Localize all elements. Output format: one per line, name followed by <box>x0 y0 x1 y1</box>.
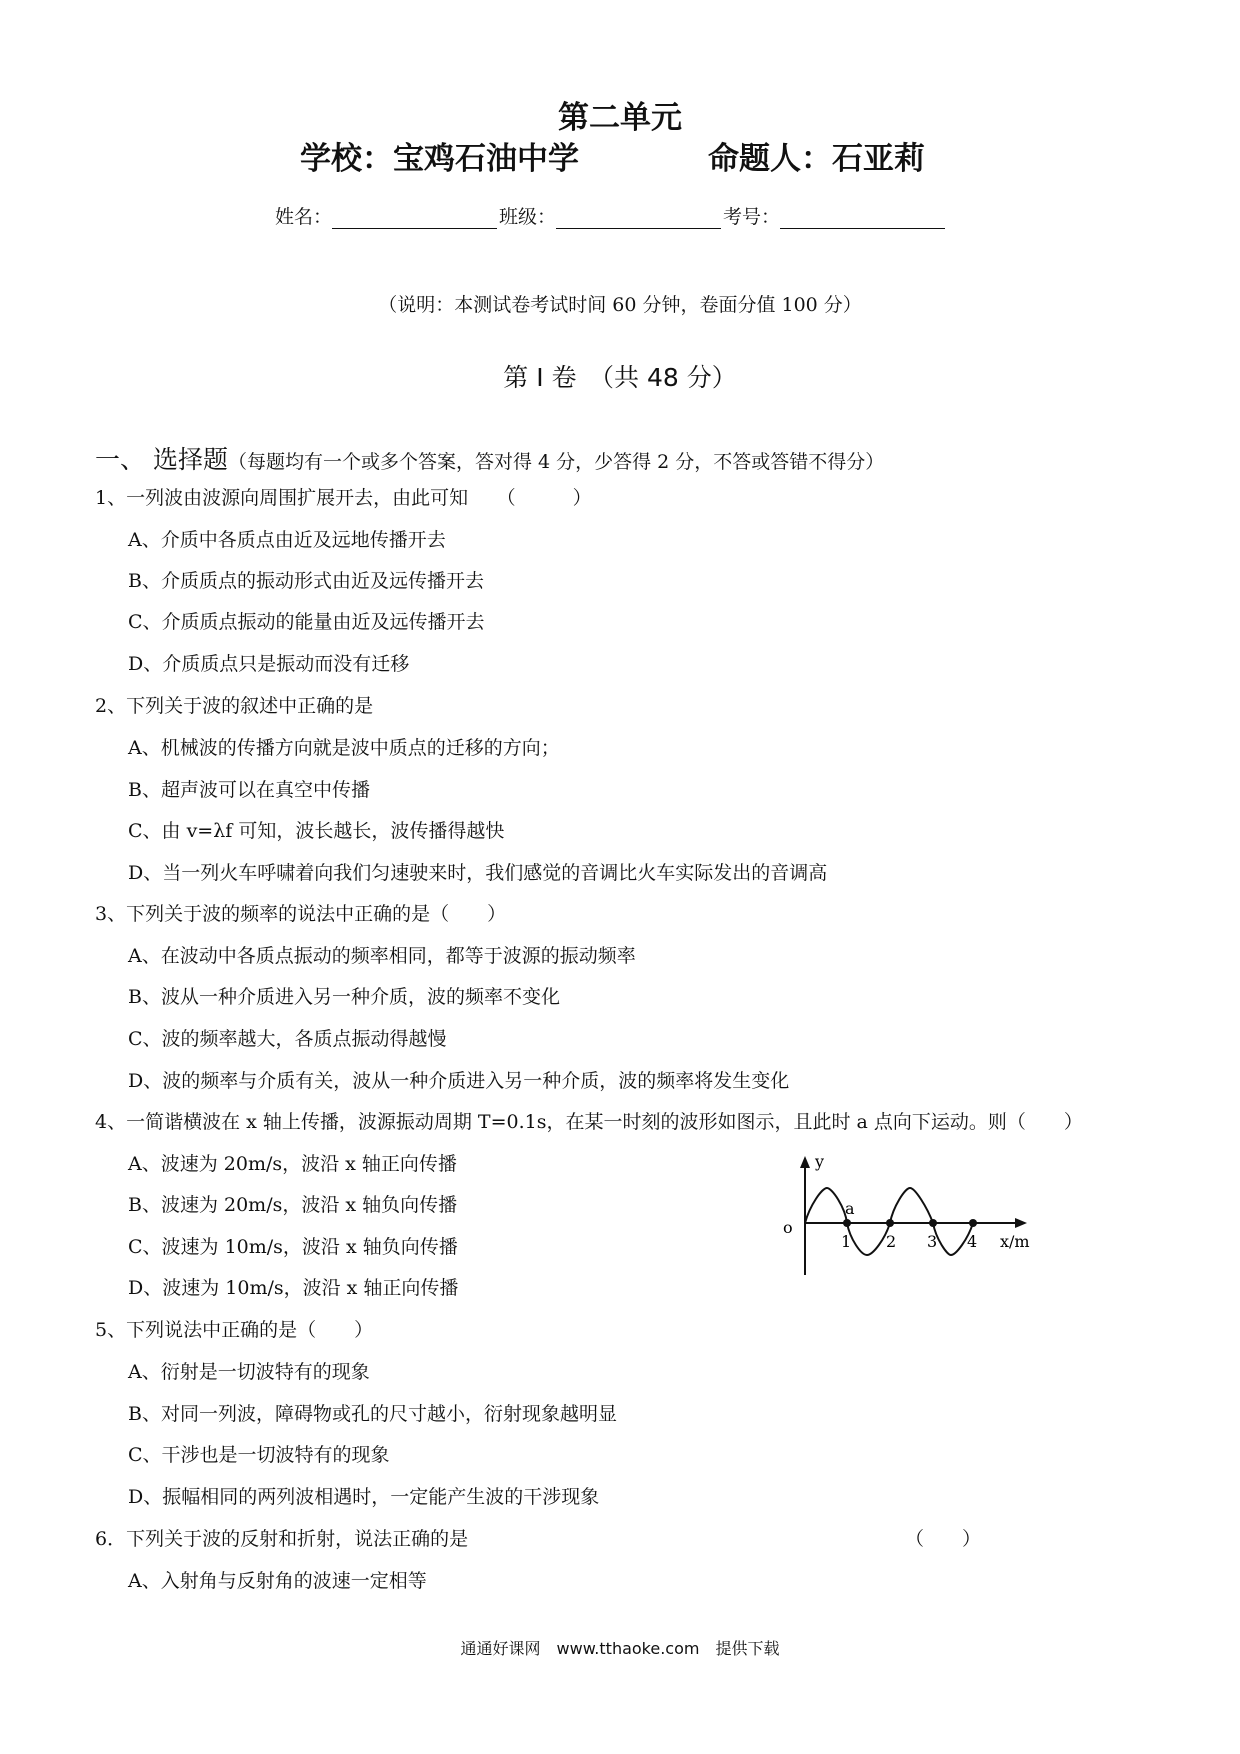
section-heading <box>95 440 884 476</box>
question-5-option-b: B、对同一列波，障碍物或孔的尺寸越小，衍射现象越明显 <box>128 1403 617 1425</box>
origin-label: o <box>783 1218 793 1237</box>
question-2-option-c: C、由 v=λf 可知，波长越长，波传播得越快 <box>128 820 505 842</box>
name-blank[interactable] <box>332 206 497 229</box>
class-label: 班级： <box>499 206 557 228</box>
number-label: 考号： <box>723 206 781 228</box>
point-a-label: a <box>845 1199 855 1218</box>
question-1-option-d: D、介质质点只是振动而没有迁移 <box>128 653 410 675</box>
class-blank[interactable] <box>556 206 721 229</box>
y-axis-label: y <box>815 1152 825 1171</box>
unit-title: 第二单元 <box>558 100 682 136</box>
part-title: 第 I 卷 （共 48 分） <box>503 363 737 392</box>
question-4-stem: 4、一简谐横波在 x 轴上传播，波源振动周期 T=0.1s，在某一时刻的波形如图示，且此时 a 点向下运动。则（ ） <box>95 1111 1083 1133</box>
school-name: 学校：宝鸡石油中学 <box>300 141 579 177</box>
name-label: 姓名： <box>275 206 333 228</box>
tick-point-3 <box>929 1219 937 1227</box>
question-2-option-a: A、机械波的传播方向就是波中质点的迁移的方向； <box>128 737 560 759</box>
wave-figure <box>775 1150 1055 1285</box>
question-6-stem: 6．下列关于波的反射和折射，说法正确的是 <box>95 1528 469 1550</box>
question-3-option-a: A、在波动中各质点振动的频率相同，都等于波源的振动频率 <box>128 945 636 967</box>
tick-label-1: 1 <box>841 1232 852 1251</box>
question-3-option-d: D、波的频率与介质有关，波从一种介质进入另一种介质，波的频率将发生变化 <box>128 1070 790 1092</box>
tick-label-3: 3 <box>927 1232 938 1251</box>
y-axis-arrow-icon <box>800 1156 810 1168</box>
exam-note: （说明：本测试卷考试时间 60 分钟，卷面分值 100 分） <box>378 294 862 316</box>
question-1-option-b: B、介质质点的振动形式由近及远传播开去 <box>128 570 484 592</box>
question-5-option-c: C、干涉也是一切波特有的现象 <box>128 1444 390 1466</box>
question-1-option-c: C、介质质点振动的能量由近及远传播开去 <box>128 611 485 633</box>
question-5-option-d: D、振幅相同的两列波相遇时，一定能产生波的干涉现象 <box>128 1486 600 1508</box>
question-2-stem: 2、下列关于波的叙述中正确的是 <box>95 695 374 717</box>
section-title: 一、 选择题 <box>95 445 228 474</box>
question-6-option-a: A、入射角与反射角的波速一定相等 <box>128 1570 427 1592</box>
question-2-option-b: B、超声波可以在真空中传播 <box>128 779 370 801</box>
question-5-option-a: A、衍射是一切波特有的现象 <box>128 1361 370 1383</box>
question-4-option-b: B、波速为 20m/s，波沿 x 轴负向传播 <box>128 1194 458 1216</box>
question-4-option-c: C、波速为 10m/s，波沿 x 轴负向传播 <box>128 1236 458 1258</box>
student-info-row <box>275 202 947 229</box>
number-blank[interactable] <box>780 206 945 229</box>
tick-point-1 <box>843 1219 851 1227</box>
question-1-option-a: A、介质中各质点由近及远地传播开去 <box>128 529 446 551</box>
x-axis-label: x/m <box>1000 1232 1030 1251</box>
question-3-stem: 3、下列关于波的频率的说法中正确的是（ ） <box>95 903 507 925</box>
question-1-stem: 1、一列波由波源向周围扩展开去，由此可知 （ ） <box>95 487 592 509</box>
tick-point-4 <box>969 1219 977 1227</box>
question-6-answer-paren: （ ） <box>905 1528 982 1550</box>
section-instructions: （每题均有一个或多个答案，答对得 4 分，少答得 2 分，不答或答错不得分） <box>227 451 885 473</box>
question-2-option-d: D、当一列火车呼啸着向我们匀速驶来时，我们感觉的音调比火车实际发出的音调高 <box>128 862 828 884</box>
question-4-option-a: A、波速为 20m/s，波沿 x 轴正向传播 <box>128 1153 457 1175</box>
footer-credit: 通通好课网 www.tthaoke.com 提供下载 <box>460 1639 780 1658</box>
tick-label-2: 2 <box>886 1232 897 1251</box>
question-3-option-b: B、波从一种介质进入另一种介质，波的频率不变化 <box>128 986 560 1008</box>
author-name: 命题人：石亚莉 <box>708 141 925 177</box>
question-4-option-d: D、波速为 10m/s，波沿 x 轴正向传播 <box>128 1277 459 1299</box>
question-5-stem: 5、下列说法中正确的是（ ） <box>95 1319 374 1341</box>
question-3-option-c: C、波的频率越大，各质点振动得越慢 <box>128 1028 447 1050</box>
x-axis-arrow-icon <box>1015 1218 1027 1228</box>
tick-label-4: 4 <box>967 1232 978 1251</box>
tick-point-2 <box>886 1219 894 1227</box>
